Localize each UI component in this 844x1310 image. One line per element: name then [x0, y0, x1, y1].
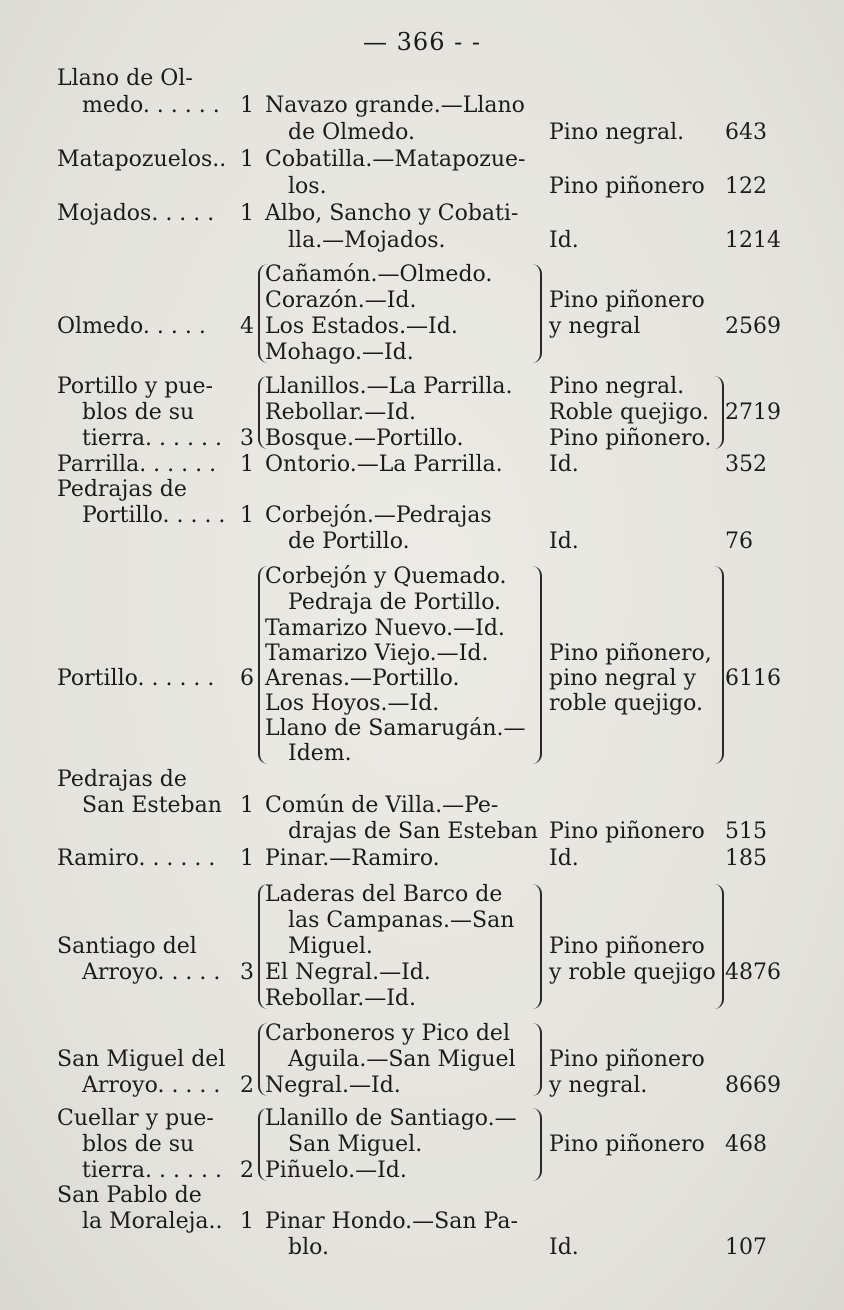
right-brace: [714, 376, 724, 449]
table-line: [0, 846, 844, 871]
forest-name-cell: Rebollar.—Id.: [265, 986, 416, 1011]
forest-name-cell: Común de Villa.—Pe-: [265, 793, 499, 818]
count-cell: 4: [240, 314, 254, 339]
table-line: [0, 174, 844, 199]
municipality-cell: blos de su: [82, 1132, 195, 1157]
table-line: [0, 1158, 844, 1183]
species-cell: y negral: [549, 314, 641, 339]
forest-name-cell: Idem.: [288, 741, 352, 766]
left-brace: [258, 566, 268, 764]
area-cell: 468: [725, 1132, 767, 1157]
municipality-cell: tierra. . . . . .: [82, 426, 222, 451]
forest-name-cell: de Portillo.: [288, 529, 410, 554]
municipality-cell: Portillo y pue-: [57, 374, 213, 399]
species-cell: Pino negral.: [549, 120, 685, 145]
table-line: [0, 529, 844, 554]
forest-name-cell: Carboneros y Pico del: [265, 1021, 510, 1046]
forest-name-cell: Navazo grande.—Llano: [265, 93, 525, 118]
municipality-cell: la Moraleja..: [82, 1209, 223, 1234]
species-cell: Pino piñonero: [549, 934, 705, 959]
area-cell: 8669: [725, 1073, 781, 1098]
right-brace: [532, 884, 542, 1009]
municipality-cell: San Esteban: [82, 793, 222, 818]
forest-name-cell: Tamarizo Viejo.—Id.: [265, 641, 489, 666]
species-cell: pino negral y: [549, 666, 696, 691]
forest-name-cell: Pinar Hondo.—San Pa-: [265, 1209, 518, 1234]
municipality-cell: Portillo. . . . . .: [57, 666, 215, 691]
species-cell: y negral.: [549, 1073, 648, 1098]
forest-name-cell: El Negral.—Id.: [265, 960, 431, 985]
municipality-cell: Arroyo. . . . .: [82, 960, 221, 985]
forest-name-cell: Laderas del Barco de: [265, 882, 503, 907]
left-brace: [258, 376, 268, 449]
area-cell: 1214: [725, 228, 781, 253]
table-line: [0, 1021, 844, 1046]
table-line: [0, 1209, 844, 1234]
area-cell: 515: [725, 819, 767, 844]
forest-name-cell: Ontorio.—La Parrilla.: [265, 452, 503, 477]
forest-name-cell: Llano de Samarugán.—: [265, 716, 526, 741]
municipality-cell: San Miguel del: [57, 1047, 226, 1072]
count-cell: 1: [240, 503, 254, 528]
table-line: [0, 819, 844, 844]
species-cell: Pino piñonero.: [549, 426, 712, 451]
right-brace: [714, 566, 724, 764]
species-cell: roble quejigo.: [549, 691, 703, 716]
forest-name-cell: Negral.—Id.: [265, 1073, 401, 1098]
count-cell: 1: [240, 1209, 254, 1234]
area-cell: 76: [725, 529, 753, 554]
table-line: [0, 1073, 844, 1098]
species-cell: Pino piñonero: [549, 819, 705, 844]
count-cell: 2: [240, 1158, 254, 1183]
species-cell: Pino piñonero: [549, 174, 705, 199]
forest-name-cell: Cañamón.—Olmedo.: [265, 262, 493, 287]
table-line: [0, 201, 844, 226]
species-cell: y roble quejigo: [549, 960, 716, 985]
area-cell: 352: [725, 452, 767, 477]
count-cell: 3: [240, 426, 254, 451]
forest-name-cell: Llanillo de Santiago.—: [265, 1106, 517, 1131]
forest-name-cell: lla.—Mojados.: [288, 228, 446, 253]
municipality-cell: Pedrajas de: [57, 477, 187, 502]
area-cell: 185: [725, 846, 767, 871]
count-cell: 1: [240, 846, 254, 871]
species-cell: Pino piñonero,: [549, 641, 712, 666]
forest-name-cell: Llanillos.—La Parrilla.: [265, 374, 513, 399]
table-line: [0, 120, 844, 145]
forest-name-cell: las Campanas.—San: [288, 908, 515, 933]
right-brace: [532, 264, 542, 363]
right-brace: [714, 884, 724, 1009]
forest-name-cell: Los Estados.—Id.: [265, 314, 458, 339]
municipality-cell: medo. . . . . .: [82, 93, 220, 118]
table-line: [0, 477, 844, 502]
page-number: — 366 - -: [363, 28, 481, 56]
municipality-cell: blos de su: [82, 400, 195, 425]
area-cell: 107: [725, 1235, 767, 1260]
left-brace: [258, 884, 268, 1009]
forest-name-cell: Arenas.—Portillo.: [265, 666, 460, 691]
forest-name-cell: Cobatilla.—Matapozue-: [265, 147, 526, 172]
forest-name-cell: Aguila.—San Miguel: [288, 1047, 516, 1072]
forest-name-cell: Tamarizo Nuevo.—Id.: [265, 616, 505, 641]
species-cell: Pino negral.: [549, 374, 685, 399]
forest-name-cell: Piñuelo.—Id.: [265, 1158, 407, 1183]
left-brace: [258, 1023, 268, 1096]
left-brace: [258, 1108, 268, 1181]
count-cell: 1: [240, 793, 254, 818]
area-cell: 4876: [725, 960, 781, 985]
count-cell: 1: [240, 201, 254, 226]
species-cell: Id.: [549, 228, 579, 253]
table-line: [0, 66, 844, 91]
table-line: [0, 262, 844, 287]
left-brace: [258, 264, 268, 363]
area-cell: 6116: [725, 666, 781, 691]
forest-name-cell: Mohago.—Id.: [265, 340, 414, 365]
right-brace: [532, 1108, 542, 1181]
municipality-cell: Pedrajas de: [57, 767, 187, 792]
forest-name-cell: Pedraja de Portillo.: [288, 590, 502, 615]
table-line: [0, 147, 844, 172]
municipality-cell: Arroyo. . . . .: [82, 1073, 221, 1098]
count-cell: 1: [240, 452, 254, 477]
count-cell: 6: [240, 666, 254, 691]
forest-name-cell: los.: [288, 174, 327, 199]
species-cell: Roble quejigo.: [549, 400, 710, 425]
count-cell: 1: [240, 93, 254, 118]
table-line: [0, 1235, 844, 1260]
municipality-cell: Portillo. . . . .: [82, 503, 226, 528]
forest-name-cell: Corbejón y Quemado.: [265, 564, 507, 589]
area-cell: 122: [725, 174, 767, 199]
species-cell: Id.: [549, 846, 579, 871]
forest-name-cell: blo.: [288, 1235, 329, 1260]
municipality-cell: Matapozuelos..: [57, 147, 227, 172]
table-line: [0, 314, 844, 339]
municipality-cell: Olmedo. . . . .: [57, 314, 206, 339]
count-cell: 1: [240, 147, 254, 172]
forest-name-cell: Rebollar.—Id.: [265, 400, 416, 425]
forest-name-cell: Los Hoyos.—Id.: [265, 691, 440, 716]
municipality-cell: San Pablo de: [57, 1183, 202, 1208]
species-cell: Id.: [549, 1235, 579, 1260]
area-cell: 2719: [725, 400, 781, 425]
municipality-cell: Mojados. . . . .: [57, 201, 215, 226]
table-line: [0, 1132, 844, 1157]
species-cell: Id.: [549, 452, 579, 477]
table-line: [0, 93, 844, 118]
table-line: [0, 1183, 844, 1208]
forest-name-cell: San Miguel.: [288, 1132, 423, 1157]
right-brace: [532, 566, 542, 764]
area-cell: 643: [725, 120, 767, 145]
forest-name-cell: Albo, Sancho y Cobati-: [265, 201, 519, 226]
municipality-cell: Cuellar y pue-: [57, 1106, 214, 1131]
forest-name-cell: drajas de San Esteban: [288, 819, 538, 844]
species-cell: Pino piñonero: [549, 1047, 705, 1072]
table-line: [0, 228, 844, 253]
forest-name-cell: Miguel.: [288, 934, 373, 959]
table-line: [0, 503, 844, 528]
table-line: [0, 793, 844, 818]
right-brace: [532, 1023, 542, 1096]
municipality-cell: Parrilla. . . . . .: [57, 452, 217, 477]
table-line: [0, 1047, 844, 1072]
table-line: [0, 1106, 844, 1131]
species-cell: Pino piñonero: [549, 1132, 705, 1157]
species-cell: Pino piñonero: [549, 288, 705, 313]
table-line: [0, 288, 844, 313]
table-line: [0, 452, 844, 477]
table-line: [0, 340, 844, 365]
forest-name-cell: Corbejón.—Pedrajas: [265, 503, 492, 528]
forest-name-cell: Corazón.—Id.: [265, 288, 417, 313]
forest-name-cell: Bosque.—Portillo.: [265, 426, 464, 451]
municipality-cell: Ramiro. . . . . .: [57, 846, 216, 871]
count-cell: 3: [240, 960, 254, 985]
municipality-cell: Santiago del: [57, 934, 197, 959]
count-cell: 2: [240, 1073, 254, 1098]
municipality-cell: tierra. . . . . .: [82, 1158, 222, 1183]
species-cell: Id.: [549, 529, 579, 554]
area-cell: 2569: [725, 314, 781, 339]
forest-name-cell: de Olmedo.: [288, 120, 415, 145]
municipality-cell: Llano de Ol-: [57, 66, 193, 91]
forest-name-cell: Pinar.—Ramiro.: [265, 846, 440, 871]
table-line: [0, 767, 844, 792]
